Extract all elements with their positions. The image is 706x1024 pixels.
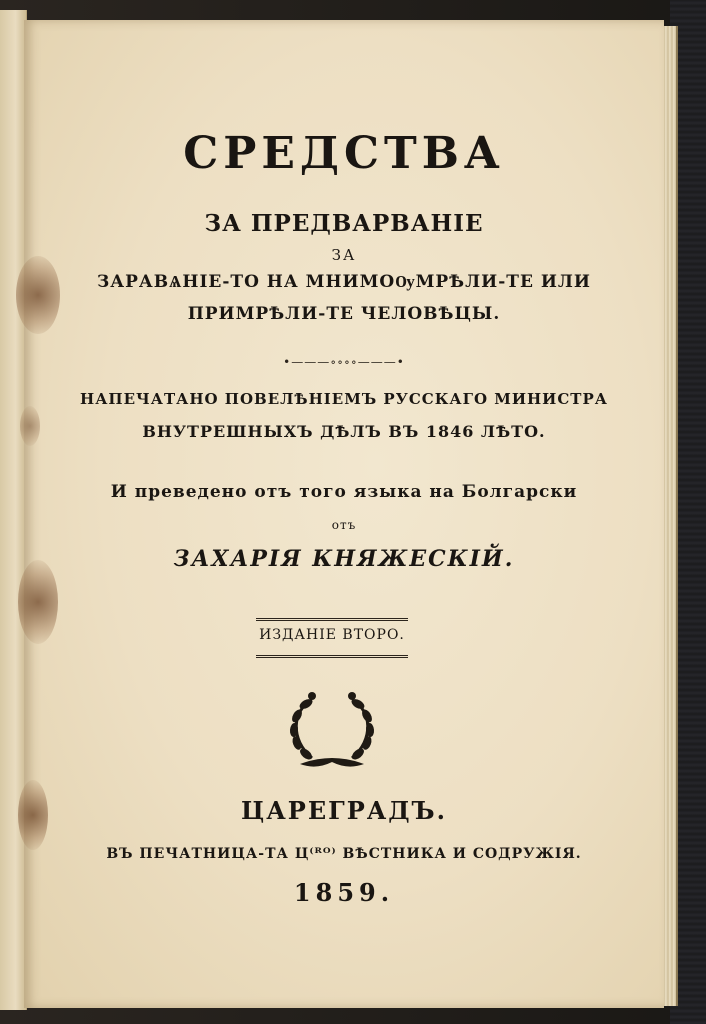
- edition-frame: [256, 618, 408, 658]
- laurel-wreath-icon: [282, 680, 382, 776]
- foxing-stain: [18, 560, 58, 644]
- translation-note: И преведено отъ того языка на Болгарски: [110, 482, 578, 502]
- ornamental-divider: •———∘∘∘∘———•: [283, 355, 405, 369]
- edition-label: ИЗДАНІЕ ВТОРО.: [259, 627, 405, 643]
- previous-page-edge: [0, 10, 27, 1010]
- subtitle-line-1: ЗА ПРЕДВАРВАНІЕ: [204, 210, 484, 237]
- subtitle-line-3: ЗАРАВѦНІЕ-ТО НА МНИМОѸМРѢЛИ-ТЕ ИЛИ: [97, 272, 591, 292]
- printing-house: ВЪ ПЕЧАТНИЦА-ТА Ц⁽ᴿᴼ⁾ ВѢСТНИКА И СОДРУЖІЯ.: [106, 846, 582, 862]
- translation-from: отъ: [331, 518, 357, 532]
- publication-note-line-1: НАПЕЧАТАНО ПОВЕЛѢНІЕМЪ РУССКАГО МИНИСТРА: [80, 390, 608, 408]
- page-title: СРЕДСТВА: [183, 128, 505, 179]
- page-edges: [662, 26, 678, 1006]
- publication-note-line-2: ВНУТРЕШНЫХЪ ДѢЛЪ ВЪ 1846 ЛѢТО.: [142, 422, 546, 441]
- translator-name: ЗАХАРІЯ КНЯЖЕСКІЙ.: [173, 546, 515, 572]
- publication-city: ЦАРЕГРАДЪ.: [241, 796, 447, 825]
- publication-year: 1859.: [293, 878, 395, 907]
- subtitle-line-4: ПРИМРѢЛИ-ТЕ ЧЕЛОВѢЦЫ.: [187, 304, 501, 324]
- subtitle-line-2: ЗА: [331, 246, 357, 264]
- title-page: [24, 20, 664, 1008]
